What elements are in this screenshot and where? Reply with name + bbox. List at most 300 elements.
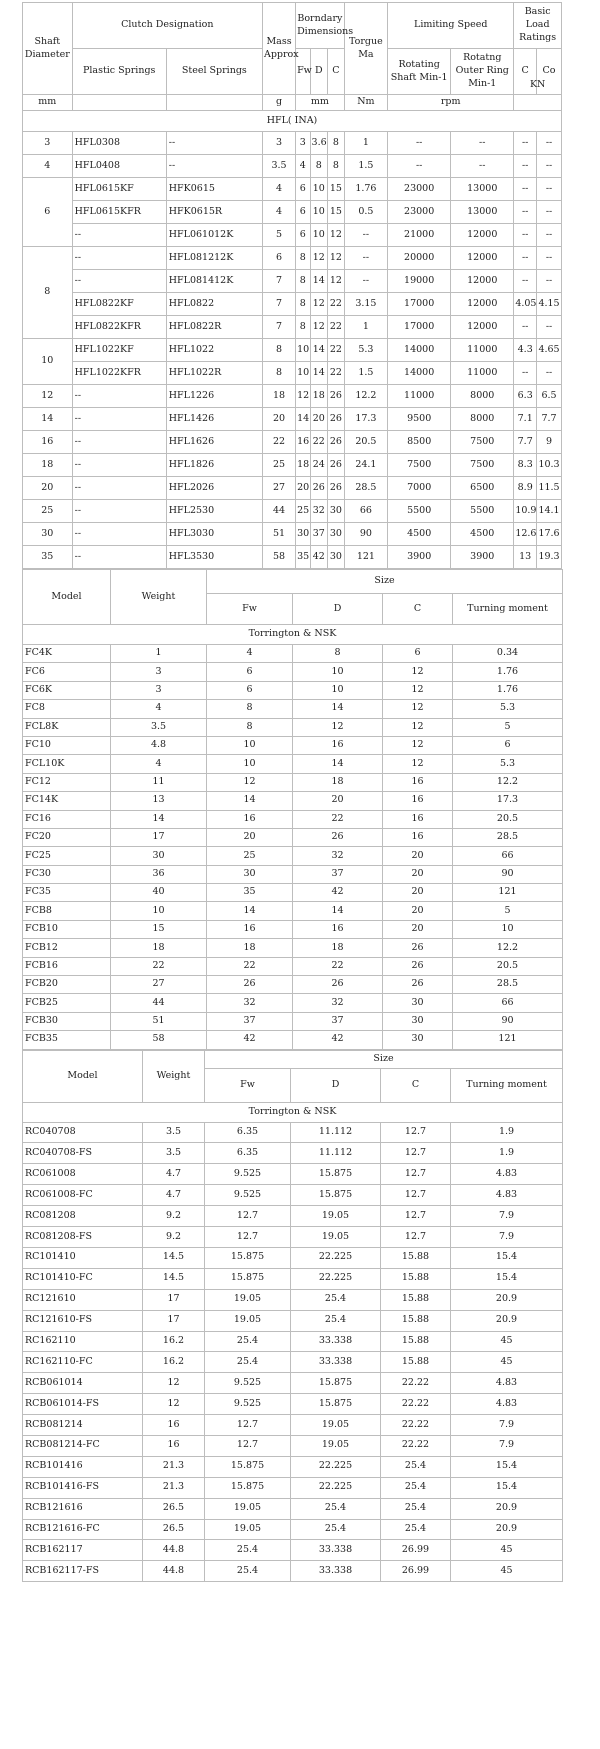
- weight-cell: 4.7: [143, 1164, 205, 1185]
- ro-cell: 8000: [451, 385, 514, 408]
- fw-cell: 16: [207, 810, 293, 828]
- c-cell: 12: [383, 663, 453, 681]
- torque-cell: 3.15: [344, 293, 387, 316]
- c-cell: 25.4: [381, 1456, 451, 1477]
- table-row: [23, 957, 563, 975]
- table-row: [23, 828, 563, 846]
- c-cell: 8: [328, 155, 345, 178]
- table-row: [23, 316, 562, 339]
- table-row: [23, 454, 562, 477]
- c-cell: 15.88: [381, 1331, 451, 1352]
- c-cell: 12: [383, 700, 453, 718]
- mass-cell: 3: [262, 132, 295, 155]
- lco-cell: 6.5: [537, 385, 562, 408]
- turning-moment-cell: 20.9: [451, 1498, 563, 1519]
- ro-cell: 12000: [451, 293, 514, 316]
- model-cell: RCB061014-FS: [23, 1394, 143, 1415]
- plastic-spring-cell: --: [72, 224, 166, 247]
- turning-moment-cell: 20.5: [453, 957, 563, 975]
- turning-moment-cell: 20.9: [451, 1519, 563, 1540]
- col-model: Model: [23, 1050, 143, 1102]
- table-row: [23, 155, 562, 178]
- model-cell: FCB16: [23, 957, 111, 975]
- col-fw: Fw: [205, 1068, 291, 1102]
- torque-cell: 1: [344, 316, 387, 339]
- c-cell: 22.22: [381, 1415, 451, 1436]
- plastic-spring-cell: HFL0308: [72, 132, 166, 155]
- weight-cell: 58: [111, 1031, 207, 1049]
- table-row: [23, 700, 563, 718]
- ro-cell: 12000: [451, 247, 514, 270]
- fw-cell: 3: [296, 132, 310, 155]
- rs-cell: 8500: [388, 431, 451, 454]
- plastic-spring-cell: --: [72, 546, 166, 569]
- model-cell: FCB12: [23, 939, 111, 957]
- c-cell: 22.22: [381, 1373, 451, 1394]
- lco-cell: 19.3: [537, 546, 562, 569]
- plastic-spring-cell: --: [72, 500, 166, 523]
- weight-cell: 22: [111, 957, 207, 975]
- table-row: [23, 736, 563, 754]
- unit-speed: rpm: [388, 95, 514, 111]
- fw-cell: 10: [296, 362, 310, 385]
- turning-moment-cell: 15.4: [451, 1477, 563, 1498]
- fw-cell: 15.875: [205, 1268, 291, 1289]
- fw-cell: 30: [207, 865, 293, 883]
- fw-cell: 12.7: [205, 1227, 291, 1248]
- fw-cell: 18: [296, 454, 310, 477]
- ro-cell: 8000: [451, 408, 514, 431]
- fw-cell: 9.525: [205, 1164, 291, 1185]
- weight-cell: 4.7: [143, 1185, 205, 1206]
- c-cell: 30: [383, 1012, 453, 1030]
- table-row: [23, 1268, 563, 1289]
- rs-cell: 14000: [388, 362, 451, 385]
- ro-cell: --: [451, 155, 514, 178]
- fc-section-row: [23, 625, 563, 645]
- torque-cell: 24.1: [344, 454, 387, 477]
- d-cell: 25.4: [291, 1519, 381, 1540]
- mass-cell: 5: [262, 224, 295, 247]
- shaft-diameter-cell: 25: [23, 500, 73, 523]
- fw-cell: 20: [296, 477, 310, 500]
- model-cell: RCB162117-FS: [23, 1561, 143, 1582]
- plastic-spring-cell: --: [72, 454, 166, 477]
- d-cell: 42: [293, 884, 383, 902]
- weight-cell: 44.8: [143, 1540, 205, 1561]
- torque-cell: 28.5: [344, 477, 387, 500]
- model-cell: FCB25: [23, 994, 111, 1012]
- lco-cell: 10.3: [537, 454, 562, 477]
- torque-cell: 90: [344, 523, 387, 546]
- fw-cell: 10: [207, 755, 293, 773]
- table-row: [23, 1519, 563, 1540]
- weight-cell: 17: [143, 1289, 205, 1310]
- mass-cell: 27: [262, 477, 295, 500]
- lco-cell: --: [537, 270, 562, 293]
- fw-cell: 14: [296, 408, 310, 431]
- model-cell: FC10: [23, 736, 111, 754]
- table-row: [23, 1540, 563, 1561]
- torque-cell: 1.5: [344, 362, 387, 385]
- table-row: [23, 362, 562, 385]
- d-cell: 12: [293, 718, 383, 736]
- ro-cell: 3900: [451, 546, 514, 569]
- col-rotating-outer: Rotatng Outer Ring Min-1: [451, 49, 514, 95]
- lco-cell: --: [537, 155, 562, 178]
- c-cell: 20: [383, 884, 453, 902]
- weight-cell: 26.5: [143, 1519, 205, 1540]
- d-cell: 26: [293, 976, 383, 994]
- rs-cell: 17000: [388, 316, 451, 339]
- turning-moment-cell: 12.2: [453, 939, 563, 957]
- d-cell: 19.05: [291, 1206, 381, 1227]
- rc-table: [22, 1050, 563, 1583]
- turning-moment-cell: 28.5: [453, 976, 563, 994]
- turning-moment-cell: 66: [453, 994, 563, 1012]
- table-row: [23, 1498, 563, 1519]
- fw-cell: 6: [296, 224, 310, 247]
- c-cell: 12.7: [381, 1206, 451, 1227]
- model-cell: RCB101416-FS: [23, 1477, 143, 1498]
- turning-moment-cell: 10: [453, 920, 563, 938]
- d-cell: 33.338: [291, 1561, 381, 1582]
- d-cell: 15.875: [291, 1373, 381, 1394]
- fw-cell: 9.525: [205, 1394, 291, 1415]
- d-cell: 8: [310, 155, 328, 178]
- plastic-spring-cell: HFL1022KFR: [72, 362, 166, 385]
- weight-cell: 9.2: [143, 1227, 205, 1248]
- table-row: [23, 773, 563, 791]
- fw-cell: 25.4: [205, 1331, 291, 1352]
- ro-cell: 13000: [451, 178, 514, 201]
- c-cell: 12.7: [381, 1185, 451, 1206]
- rs-cell: 14000: [388, 339, 451, 362]
- lc-cell: 8.3: [514, 454, 537, 477]
- fw-cell: 42: [207, 1031, 293, 1049]
- table-row: [23, 976, 563, 994]
- col-d: D: [310, 49, 328, 95]
- model-cell: FC30: [23, 865, 111, 883]
- model-cell: FC12: [23, 773, 111, 791]
- col-c: C: [328, 49, 345, 95]
- turning-moment-cell: 15.4: [451, 1247, 563, 1268]
- turning-moment-cell: 5: [453, 718, 563, 736]
- lc-cell: 4.3: [514, 339, 537, 362]
- turning-moment-cell: 45: [451, 1331, 563, 1352]
- table-row: [23, 546, 562, 569]
- table-row: [23, 865, 563, 883]
- table-row: [23, 663, 563, 681]
- unit-shaft: mm: [23, 95, 73, 111]
- model-cell: RC061008-FC: [23, 1185, 143, 1206]
- table-row: [23, 1143, 563, 1164]
- d-cell: 32: [293, 994, 383, 1012]
- d-cell: 26: [293, 828, 383, 846]
- weight-cell: 4: [111, 755, 207, 773]
- d-cell: 37: [310, 523, 328, 546]
- weight-cell: 44.8: [143, 1561, 205, 1582]
- c-cell: 22: [328, 362, 345, 385]
- d-cell: 20: [310, 408, 328, 431]
- model-cell: FC6: [23, 663, 111, 681]
- d-cell: 11.112: [291, 1122, 381, 1143]
- model-cell: FCL8K: [23, 718, 111, 736]
- torque-cell: 1: [344, 132, 387, 155]
- plastic-spring-cell: HFL0615KFR: [72, 201, 166, 224]
- col-d: D: [291, 1068, 381, 1102]
- d-cell: 14: [293, 700, 383, 718]
- mass-cell: 20: [262, 408, 295, 431]
- c-cell: 30: [328, 523, 345, 546]
- table-row: [23, 1415, 563, 1436]
- col-model: Model: [23, 570, 111, 625]
- c-cell: 30: [328, 500, 345, 523]
- d-cell: 12: [310, 247, 328, 270]
- d-cell: 22.225: [291, 1268, 381, 1289]
- steel-spring-cell: HFL1626: [166, 431, 262, 454]
- model-cell: RC121610: [23, 1289, 143, 1310]
- steel-spring-cell: HFL1826: [166, 454, 262, 477]
- turning-moment-cell: 45: [451, 1561, 563, 1582]
- lco-cell: --: [537, 178, 562, 201]
- fw-cell: 8: [207, 718, 293, 736]
- shaft-diameter-cell: 20: [23, 477, 73, 500]
- turning-moment-cell: 17.3: [453, 792, 563, 810]
- fw-cell: 6: [207, 681, 293, 699]
- lco-cell: 9: [537, 431, 562, 454]
- table-row: [23, 681, 563, 699]
- table-row: [23, 270, 562, 293]
- model-cell: FC8: [23, 700, 111, 718]
- d-cell: 16: [293, 736, 383, 754]
- fw-cell: 15.875: [205, 1247, 291, 1268]
- weight-cell: 27: [111, 976, 207, 994]
- lco-cell: --: [537, 247, 562, 270]
- turning-moment-cell: 5: [453, 902, 563, 920]
- lc-cell: --: [514, 132, 537, 155]
- table-row: [23, 1352, 563, 1373]
- table-row: [23, 1561, 563, 1582]
- turning-moment-cell: 1.76: [453, 663, 563, 681]
- c-cell: 26: [328, 431, 345, 454]
- steel-spring-cell: HFL1022: [166, 339, 262, 362]
- table-row: [23, 755, 563, 773]
- c-cell: 12: [383, 681, 453, 699]
- fw-cell: 6.35: [205, 1122, 291, 1143]
- col-mass: Mass Approx: [262, 3, 295, 95]
- lc-cell: --: [514, 316, 537, 339]
- weight-cell: 44: [111, 994, 207, 1012]
- table-row: [23, 645, 563, 663]
- fw-cell: 6: [296, 178, 310, 201]
- weight-cell: 3.5: [143, 1143, 205, 1164]
- turning-moment-cell: 15.4: [451, 1268, 563, 1289]
- d-cell: 22: [310, 431, 328, 454]
- plastic-spring-cell: HFL1022KF: [72, 339, 166, 362]
- table-row: [23, 1310, 563, 1331]
- weight-cell: 16.2: [143, 1331, 205, 1352]
- unit-dims: mm: [296, 95, 345, 111]
- table-row: [23, 1477, 563, 1498]
- fw-cell: 16: [207, 920, 293, 938]
- torque-cell: --: [344, 224, 387, 247]
- fw-cell: 25.4: [205, 1352, 291, 1373]
- d-cell: 37: [293, 865, 383, 883]
- d-cell: 19.05: [291, 1227, 381, 1248]
- col-size: Size: [205, 1050, 563, 1068]
- col-clutch-designation: Clutch Designation: [72, 3, 262, 49]
- ro-cell: 7500: [451, 431, 514, 454]
- weight-cell: 11: [111, 773, 207, 791]
- table-row: [23, 339, 562, 362]
- weight-cell: 16.2: [143, 1352, 205, 1373]
- weight-cell: 12: [143, 1373, 205, 1394]
- d-cell: 10: [310, 201, 328, 224]
- model-cell: RCB121616: [23, 1498, 143, 1519]
- c-cell: 15: [328, 178, 345, 201]
- fw-cell: 6: [296, 201, 310, 224]
- d-cell: 20: [293, 792, 383, 810]
- shaft-diameter-cell: 18: [23, 454, 73, 477]
- lc-cell: 6.3: [514, 385, 537, 408]
- table-row: [23, 920, 563, 938]
- ro-cell: 7500: [451, 454, 514, 477]
- plastic-spring-cell: HFL0822KF: [72, 293, 166, 316]
- turning-moment-cell: 28.5: [453, 828, 563, 846]
- c-cell: 12: [328, 270, 345, 293]
- col-turning-moment: Turning moment: [451, 1068, 563, 1102]
- ro-cell: 5500: [451, 500, 514, 523]
- table-row: [23, 178, 562, 201]
- model-cell: FC14K: [23, 792, 111, 810]
- weight-cell: 3.5: [143, 1122, 205, 1143]
- model-cell: FC4K: [23, 645, 111, 663]
- col-steel-springs: Steel Springs: [166, 49, 262, 95]
- weight-cell: 10: [111, 902, 207, 920]
- col-c: C: [381, 1068, 451, 1102]
- rs-cell: 17000: [388, 293, 451, 316]
- fc-table: [22, 569, 563, 1050]
- d-cell: 10: [293, 681, 383, 699]
- rs-cell: 7500: [388, 454, 451, 477]
- rs-cell: 21000: [388, 224, 451, 247]
- model-cell: RC101410-FC: [23, 1268, 143, 1289]
- table-row: [23, 810, 563, 828]
- d-cell: 42: [293, 1031, 383, 1049]
- steel-spring-cell: HFL2026: [166, 477, 262, 500]
- turning-moment-cell: 20.9: [451, 1289, 563, 1310]
- d-cell: 10: [293, 663, 383, 681]
- weight-cell: 3: [111, 663, 207, 681]
- c-cell: 12.7: [381, 1164, 451, 1185]
- weight-cell: 4.8: [111, 736, 207, 754]
- weight-cell: 12: [143, 1394, 205, 1415]
- turning-moment-cell: 45: [451, 1540, 563, 1561]
- lco-cell: --: [537, 224, 562, 247]
- lc-cell: 12.6: [514, 523, 537, 546]
- fw-cell: 19.05: [205, 1519, 291, 1540]
- fw-cell: 14: [207, 902, 293, 920]
- weight-cell: 14: [111, 810, 207, 828]
- weight-cell: 3: [111, 681, 207, 699]
- col-load-co: Co: [537, 49, 562, 95]
- steel-spring-cell: HFL3030: [166, 523, 262, 546]
- lc-cell: --: [514, 224, 537, 247]
- fw-cell: 4: [207, 645, 293, 663]
- d-cell: 15.875: [291, 1394, 381, 1415]
- lco-cell: --: [537, 132, 562, 155]
- torque-cell: 121: [344, 546, 387, 569]
- model-cell: FCB30: [23, 1012, 111, 1030]
- plastic-spring-cell: --: [72, 431, 166, 454]
- lco-cell: --: [537, 316, 562, 339]
- c-cell: 15.88: [381, 1268, 451, 1289]
- d-cell: 10: [310, 178, 328, 201]
- col-load-c: C: [514, 49, 537, 95]
- c-cell: 12: [383, 718, 453, 736]
- fw-cell: 10: [207, 736, 293, 754]
- rs-cell: 7000: [388, 477, 451, 500]
- model-cell: RC162110-FC: [23, 1352, 143, 1373]
- d-cell: 33.338: [291, 1352, 381, 1373]
- fw-cell: 12.7: [205, 1206, 291, 1227]
- steel-spring-cell: HFL2530: [166, 500, 262, 523]
- c-cell: 26: [328, 385, 345, 408]
- mass-cell: 44: [262, 500, 295, 523]
- d-cell: 24: [310, 454, 328, 477]
- model-cell: FCB20: [23, 976, 111, 994]
- shaft-diameter-cell: 3: [23, 132, 73, 155]
- table-row: [23, 884, 563, 902]
- table-row: [23, 994, 563, 1012]
- table-row: [23, 477, 562, 500]
- ro-cell: 6500: [451, 477, 514, 500]
- col-torque: Torgue Ma: [344, 3, 387, 95]
- col-basic-load: Basic Load Ratings: [514, 3, 562, 49]
- c-cell: 26: [383, 976, 453, 994]
- d-cell: 18: [293, 773, 383, 791]
- table-row: [23, 1247, 563, 1268]
- turning-moment-cell: 7.9: [451, 1227, 563, 1248]
- plastic-spring-cell: --: [72, 385, 166, 408]
- weight-cell: 9.2: [143, 1206, 205, 1227]
- fw-cell: 25: [296, 500, 310, 523]
- fw-cell: 25.4: [205, 1540, 291, 1561]
- d-cell: 14: [310, 339, 328, 362]
- lco-cell: 14.1: [537, 500, 562, 523]
- table-row: [23, 1456, 563, 1477]
- d-cell: 25.4: [291, 1498, 381, 1519]
- c-cell: 25.4: [381, 1477, 451, 1498]
- shaft-diameter-cell: 30: [23, 523, 73, 546]
- weight-cell: 17: [111, 828, 207, 846]
- lco-cell: 17.6: [537, 523, 562, 546]
- lc-cell: --: [514, 201, 537, 224]
- table-row: [23, 1227, 563, 1248]
- turning-moment-cell: 7.9: [451, 1415, 563, 1436]
- lco-cell: --: [537, 362, 562, 385]
- col-size: Size: [207, 570, 563, 594]
- shaft-diameter-cell: 10: [23, 339, 73, 385]
- steel-spring-cell: HFL3530: [166, 546, 262, 569]
- lco-cell: 7.7: [537, 408, 562, 431]
- table-row: [23, 1031, 563, 1049]
- col-fw: Fw: [296, 49, 310, 95]
- turning-moment-cell: 1.9: [451, 1143, 563, 1164]
- model-cell: RCB101416: [23, 1456, 143, 1477]
- fw-cell: 8: [207, 700, 293, 718]
